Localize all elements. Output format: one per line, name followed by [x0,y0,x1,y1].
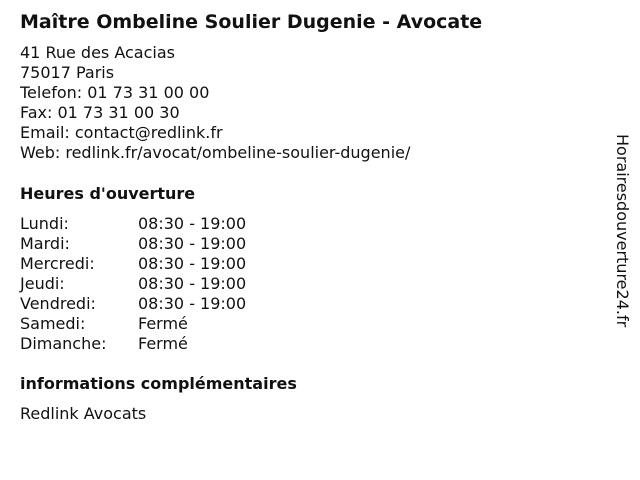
city-address: 75017 Paris [20,63,115,82]
fax-number: Fax: 01 73 31 00 30 [20,103,180,122]
day-label: Mercredi: [20,254,95,273]
hours-value: Fermé [138,334,188,353]
day-label: Vendredi: [20,294,96,313]
street-address: 41 Rue des Acacias [20,43,175,62]
watermark [612,134,632,374]
phone-number: Telefon: 01 73 31 00 00 [20,83,210,102]
address-block [20,43,600,163]
day-label: Lundi: [20,214,69,233]
day-label: Jeudi: [20,274,65,293]
watermark-text: Horairesdouverture24.fr [613,134,632,328]
day-label: Dimanche: [20,334,107,353]
hours-value: 08:30 - 19:00 [138,214,247,233]
hours-value: Fermé [138,314,188,333]
info-heading: informations complémentaires [20,374,297,393]
hours-value: 08:30 - 19:00 [138,254,247,273]
hours-row-friday [20,294,600,314]
listing-content [20,10,600,424]
email-address: Email: contact@redlink.fr [20,123,223,142]
page-title: Maître Ombeline Soulier Dugenie - Avocate [20,11,483,33]
hours-row-wednesday [20,254,600,274]
day-label: Samedi: [20,314,86,333]
opening-hours-table [20,214,600,354]
hours-row-sunday [20,334,600,354]
hours-row-monday [20,214,600,234]
hours-heading: Heures d'ouverture [20,184,196,203]
hours-value: 08:30 - 19:00 [138,274,247,293]
info-text: Redlink Avocats [20,404,147,423]
hours-value: 08:30 - 19:00 [138,234,247,253]
hours-row-thursday [20,274,600,294]
day-label: Mardi: [20,234,70,253]
website-url: Web: redlink.fr/avocat/ombeline-soulier-dugenie/ [20,143,411,162]
hours-row-saturday [20,314,600,334]
hours-row-tuesday [20,234,600,254]
hours-value: 08:30 - 19:00 [138,294,247,313]
